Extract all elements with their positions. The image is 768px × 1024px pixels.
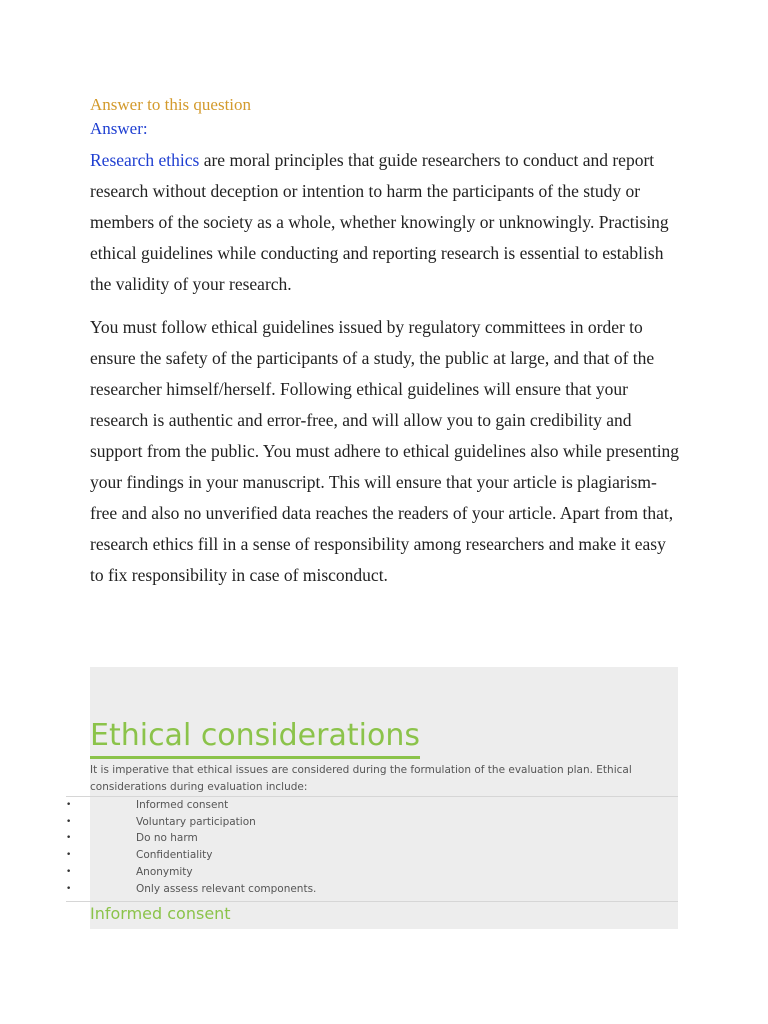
list-item-label: Confidentiality (136, 849, 213, 862)
list-item-label: Do no harm (136, 832, 198, 845)
bullet-icon: • (66, 833, 72, 844)
answer-to-question-link[interactable]: Answer to this question (90, 95, 252, 114)
list-item-label: Anonymity (136, 865, 193, 878)
bullet-icon: • (66, 850, 72, 861)
list-item-label: Informed consent (136, 799, 229, 811)
bullet-icon: • (66, 800, 72, 810)
ethical-considerations-list (66, 796, 678, 897)
paragraph-guidelines: You must follow ethical guidelines issued by regulatory committees in order to ensure the safety of the participants of a study, the public at large, and that of the researcher himself/herself. Following ethical guidelines will ensure that your research is authentic and error-free, and will allow you to gain credibility and support from the public. You must adhere to ethical guidelines also while presenting your findings in your manuscript. This will ensure that your article is plagiarism-free and also no unverified data reaches the readers of your article. Apart from that, research ethics fill in a sense of responsibility among researchers and make it easy to fix responsibility in case of misconduct. (90, 317, 680, 585)
research-ethics-link[interactable]: Research ethics (90, 150, 200, 170)
list-item (66, 881, 678, 898)
list-item (66, 814, 678, 831)
ethical-considerations-heading: Ethical considerations (90, 716, 420, 759)
list-item (66, 864, 678, 881)
answer-label: Answer: (90, 119, 148, 138)
informed-consent-heading: Informed consent (90, 904, 231, 923)
list-item-label: Only assess relevant components. (136, 882, 317, 895)
ethical-intro-text: It is imperative that ethical issues are considered during the formulation of the evaluation plan. Ethical considerations during evaluation include: (90, 764, 632, 793)
section-divider (66, 901, 678, 902)
list-item (66, 797, 678, 814)
list-item (66, 847, 678, 864)
answer-content (90, 94, 682, 603)
list-item (66, 830, 678, 847)
bullet-icon: • (66, 816, 72, 827)
paragraph-research-ethics (90, 145, 682, 300)
bullet-icon: • (66, 866, 72, 877)
bullet-icon: • (66, 883, 72, 894)
paragraph-1-text: are moral principles that guide researchers to conduct and report research without deception or intention to harm the participants of the study or members of the society as a whole, whether knowingly or unknowingly. Practising ethical guidelines while conducting and reporting research is essential to establish the validity of your research. (90, 150, 669, 294)
list-item-label: Voluntary participation (136, 815, 256, 828)
